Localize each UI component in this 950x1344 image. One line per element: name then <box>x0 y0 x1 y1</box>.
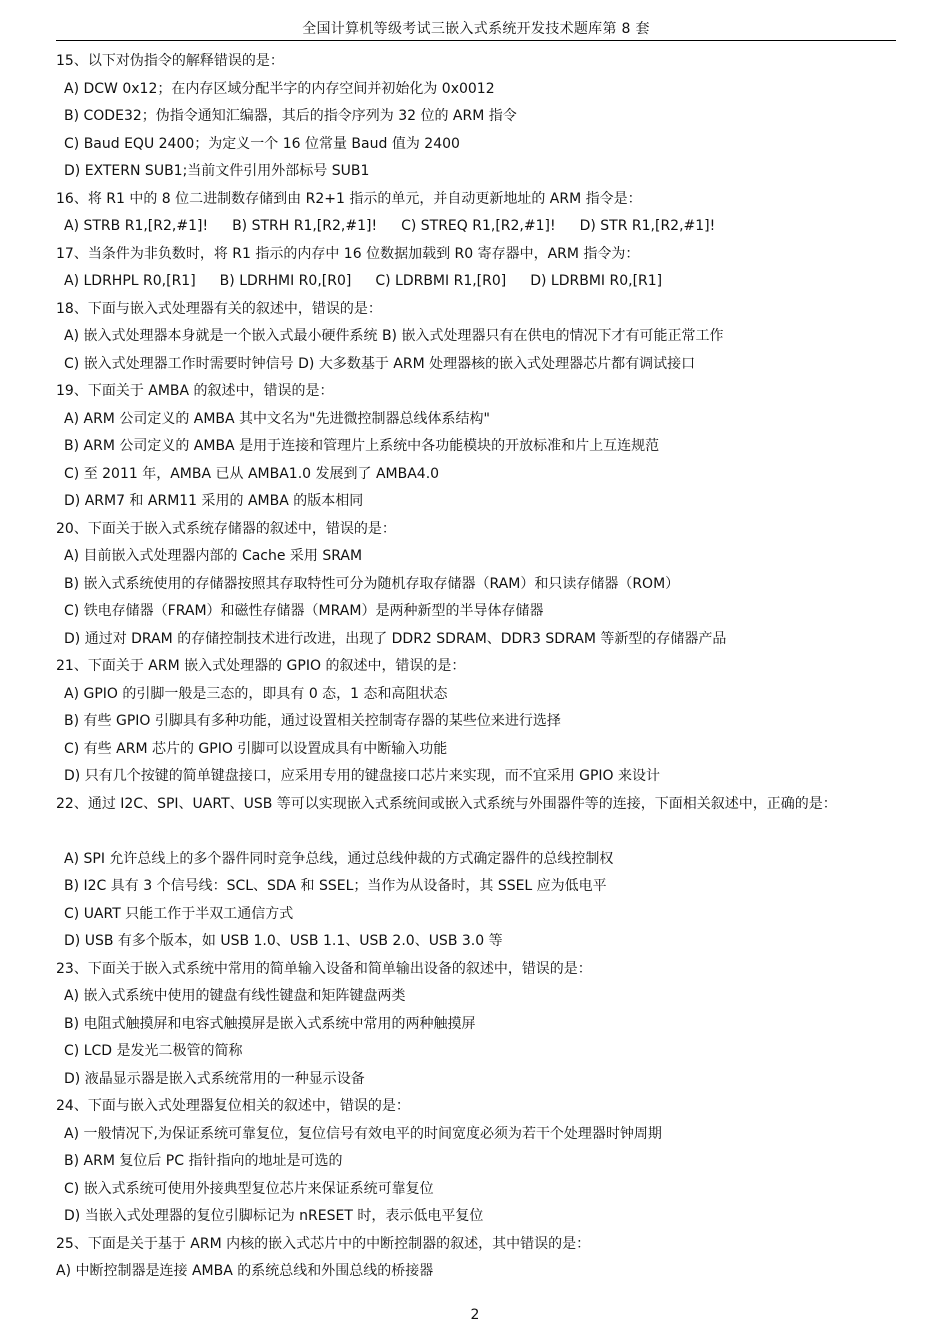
question-16: 16、将 R1 中的 8 位二进制数存储到由 R2+1 指示的单元，并自动更新地址的 ARM 指令是： <box>56 190 642 207</box>
question-22-option-c: C) UART 只能工作于半双工通信方式 <box>64 905 294 922</box>
question-16-option-b: B) STRH R1,[R2,#1]! <box>232 218 378 234</box>
question-17-option-d: D) LDRBMI R0,[R1] <box>530 273 663 289</box>
question-24-option-b: B) ARM 复位后 PC 指针指向的地址是可选的 <box>64 1153 343 1169</box>
question-19: 19、下面关于 AMBA 的叙述中，错误的是： <box>56 383 334 399</box>
question-17-option-a: A) LDRHPL R0,[R1] <box>64 273 196 289</box>
question-18-options-cd: C) 嵌入式处理器工作时需要时钟信号 D) 大多数基于 ARM 处理器核的嵌入式处理器芯片都有调试接口 <box>64 355 696 372</box>
page-number: 2 <box>470 1307 480 1323</box>
question-22-option-b: B) I2C 具有 3 个信号线：SCL、SDA 和 SSEL；当作为从设备时，其 SSEL 应为低电平 <box>64 878 607 894</box>
question-22-option-d: D) USB 有多个版本，如 USB 1.0、USB 1.1、USB 2.0、USB 3.0 等 <box>64 933 503 949</box>
question-25: 25、下面是关于基于 ARM 内核的嵌入式芯片中的中断控制器的叙述，其中错误的是： <box>56 1235 591 1252</box>
question-15-option-a: A) DCW 0x12；在内存区域分配半字的内存空间并初始化为 0x0012 <box>64 80 495 97</box>
question-19-option-b: B) ARM 公司定义的 AMBA 是用于连接和管理片上系统中各功能模块的开放标准和片上互连规范 <box>64 438 660 454</box>
question-24-option-a: A) 一般情况下,为保证系统可靠复位，复位信号有效电平的时间宽度必须为若干个处理器时钟周期 <box>64 1125 662 1142</box>
question-20-option-a: A) 目前嵌入式处理器内部的 Cache 采用 SRAM <box>64 548 363 564</box>
question-17-options <box>56 268 896 296</box>
question-23-option-c: C) LCD 是发光二极管的简称 <box>64 1043 243 1059</box>
question-24: 24、下面与嵌入式处理器复位相关的叙述中，错误的是： <box>56 1098 410 1114</box>
question-19-option-d: D) ARM7 和 ARM11 采用的 AMBA 的版本相同 <box>64 493 364 509</box>
question-25-option-a: A) 中断控制器是连接 AMBA 的系统总线和外围总线的桥接器 <box>56 1263 434 1279</box>
page-header-title: 全国计算机等级考试三嵌入式系统开发技术题库第 8 套 <box>302 21 650 37</box>
question-15-option-d: D) EXTERN SUB1;当前文件引用外部标号 SUB1 <box>64 163 370 179</box>
question-23-option-b: B) 电阻式触摸屏和电容式触摸屏是嵌入式系统中常用的两种触摸屏 <box>64 1015 476 1032</box>
question-22: 22、通过 I2C、SPI、UART、USB 等可以实现嵌入式系统间或嵌入式系统与外围器件等的连接，下面相关叙述中，正确的是： <box>56 795 837 812</box>
question-21-option-a: A) GPIO 的引脚一般是三态的，即具有 0 态，1 态和高阻状态 <box>64 685 448 702</box>
question-18-options-ab: A) 嵌入式处理器本身就是一个嵌入式最小硬件系统 B) 嵌入式处理器只有在供电的情况下才有可能正常工作 <box>64 328 724 344</box>
question-15: 15、以下对伪指令的解释错误的是： <box>56 53 284 69</box>
question-19-option-a: A) ARM 公司定义的 AMBA 其中文名为"先进微控制器总线体系结构" <box>64 410 490 427</box>
question-23-option-a: A) 嵌入式系统中使用的键盘有线性键盘和矩阵键盘两类 <box>64 988 406 1004</box>
question-16-option-a: A) STRB R1,[R2,#1]! <box>64 218 209 234</box>
question-18: 18、下面与嵌入式处理器有关的叙述中，错误的是： <box>56 300 382 317</box>
question-20-option-d: D) 通过对 DRAM 的存储控制技术进行改进，出现了 DDR2 SDRAM、DDR3 SDRAM 等新型的存储器产品 <box>64 630 727 647</box>
question-15-option-c: C) Baud EQU 2400；为定义一个 16 位常量 Baud 值为 2400 <box>64 135 460 152</box>
header-rule <box>56 40 896 41</box>
question-21-option-c: C) 有些 ARM 芯片的 GPIO 引脚可以设置成具有中断输入功能 <box>64 740 448 757</box>
question-23-option-d: D) 液晶显示器是嵌入式系统常用的一种显示设备 <box>64 1070 365 1087</box>
question-24-option-c: C) 嵌入式系统可使用外接典型复位芯片来保证系统可靠复位 <box>64 1180 434 1197</box>
question-15-option-b: B) CODE32；伪指令通知汇编器，其后的指令序列为 32 位的 ARM 指令 <box>64 108 517 124</box>
question-23: 23、下面关于嵌入式系统中常用的简单输入设备和简单输出设备的叙述中，错误的是： <box>56 960 592 977</box>
question-16-option-c: C) STREQ R1,[R2,#1]! <box>401 218 556 234</box>
question-16-options <box>56 213 896 241</box>
question-16-option-d: D) STR R1,[R2,#1]! <box>579 218 716 234</box>
question-17: 17、当条件为非负数时，将 R1 指示的内存中 16 位数据加载到 R0 寄存器中，ARM 指令为： <box>56 245 640 262</box>
question-17-option-c: C) LDRBMI R1,[R0] <box>375 273 507 289</box>
question-24-option-d: D) 当嵌入式处理器的复位引脚标记为 nRESET 时，表示低电平复位 <box>64 1208 484 1224</box>
question-20-option-b: B) 嵌入式系统使用的存储器按照其存取特性可分为随机存取存储器（RAM）和只读存储器（ROM） <box>64 575 680 592</box>
question-20-option-c: C) 铁电存储器（FRAM）和磁性存储器（MRAM）是两种新型的半导体存储器 <box>64 603 544 619</box>
question-17-option-b: B) LDRHMI R0,[R0] <box>219 273 352 289</box>
question-20: 20、下面关于嵌入式系统存储器的叙述中，错误的是： <box>56 520 396 537</box>
question-21-option-d: D) 只有几个按键的简单键盘接口，应采用专用的键盘接口芯片来实现，而不宜采用 GPIO 来设计 <box>64 768 661 784</box>
question-21-option-b: B) 有些 GPIO 引脚具有多种功能，通过设置相关控制寄存器的某些位来进行选择 <box>64 713 561 729</box>
question-list <box>56 48 896 1286</box>
question-22-option-a: A) SPI 允许总线上的多个器件同时竞争总线，通过总线仲裁的方式确定器件的总线控制权 <box>64 850 614 867</box>
question-19-option-c: C) 至 2011 年，AMBA 已从 AMBA1.0 发展到了 AMBA4.0 <box>64 465 440 482</box>
question-21: 21、下面关于 ARM 嵌入式处理器的 GPIO 的叙述中，错误的是： <box>56 658 466 674</box>
